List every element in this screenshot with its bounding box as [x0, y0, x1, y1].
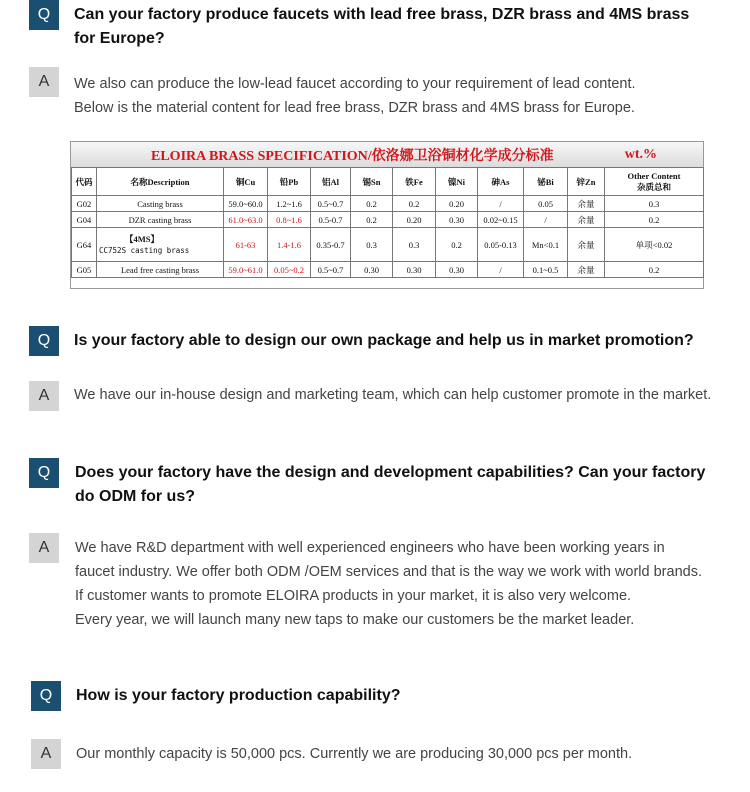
spec-title: ELOIRA BRASS SPECIFICATION/依洛娜卫浴铜材化学成分标准	[151, 148, 554, 164]
answer-4	[76, 742, 716, 766]
spec-cell: 0.30	[436, 262, 478, 278]
spec-header-cell: 铁Fe	[393, 168, 436, 196]
answer-1-line-2: Below is the material content for lead free brass, DZR brass and 4MS brass for Europe.	[74, 100, 635, 116]
spec-cell: 0.30	[436, 212, 478, 228]
question-badge: Q	[31, 681, 61, 711]
spec-header-other-cn: 杂质总和	[636, 181, 671, 192]
spec-cell: /	[478, 196, 524, 212]
spec-header-cell: 砷As	[478, 168, 524, 196]
spec-row	[72, 212, 704, 228]
spec-desc-cc752s: CC752S casting brass	[99, 245, 190, 255]
brass-spec-table	[70, 141, 704, 289]
spec-cell: 0.5~0.7	[311, 262, 351, 278]
spec-header-cell: 铝Al	[311, 168, 351, 196]
spec-header-cell: 名称Description	[97, 168, 224, 196]
answer-2-line-1: We have our in-house design and marketing team, which can help customer promote in the market.	[74, 387, 712, 403]
answer-badge: A	[29, 381, 59, 411]
spec-cell: 0.8~1.6	[268, 212, 311, 228]
spec-cell: 0.5-0.7	[311, 212, 351, 228]
spec-cell: 0.2	[605, 212, 704, 228]
spec-header-cell: 铜Cu	[224, 168, 268, 196]
spec-cell: Casting brass	[97, 196, 224, 212]
spec-row	[72, 262, 704, 278]
spec-cell: 0.3	[393, 228, 436, 262]
spec-cell: 0.35-0.7	[311, 228, 351, 262]
spec-cell: 0.05-0.13	[478, 228, 524, 262]
spec-cell: 0.2	[393, 196, 436, 212]
answer-1-line-1: We also can produce the low-lead faucet according to your requirement of lead content.	[74, 76, 636, 92]
spec-cell: 0.20	[436, 196, 478, 212]
spec-title-bar	[71, 142, 703, 167]
spec-cell: 0.30	[393, 262, 436, 278]
question-1: Can your factory produce faucets with lead free brass, DZR brass and 4MS brass for Europe?	[74, 6, 690, 47]
spec-cell: 单项<0.02	[605, 228, 704, 262]
spec-cell: 0.3	[605, 196, 704, 212]
question-badge: Q	[29, 458, 59, 488]
spec-cell: Mn<0.1	[524, 228, 568, 262]
spec-cell: /	[478, 262, 524, 278]
spec-cell: 61-63	[224, 228, 268, 262]
spec-header-other-en: Other Content	[627, 170, 681, 181]
spec-cell: G02	[72, 196, 97, 212]
question-badge: Q	[29, 326, 59, 356]
spec-cell: DZR casting brass	[97, 212, 224, 228]
spec-cell: 1.2~1.6	[268, 196, 311, 212]
spec-cell: G64	[72, 228, 97, 262]
spec-header-cell: 代码	[72, 168, 97, 196]
answer-badge: A	[29, 533, 59, 563]
spec-cell: G04	[72, 212, 97, 228]
spec-cell: 0.02~0.15	[478, 212, 524, 228]
spec-cell: /	[524, 212, 568, 228]
spec-cell: 59.0~60.0	[224, 196, 268, 212]
spec-cell: 59.0~61.0	[224, 262, 268, 278]
spec-desc-4ms: 【4MS】	[125, 233, 160, 244]
spec-cell: Lead free casting brass	[97, 262, 224, 278]
spec-cell: 0.5~0.7	[311, 196, 351, 212]
answer-4-line-1: Our monthly capacity is 50,000 pcs. Currently we are producing 30,000 pcs per month.	[76, 746, 633, 762]
answer-badge: A	[31, 739, 61, 769]
spec-cell: 0.1~0.5	[524, 262, 568, 278]
answer-2	[74, 383, 714, 407]
spec-cell: 0.2	[436, 228, 478, 262]
spec-cell: 0.3	[351, 228, 393, 262]
spec-cell: 余量	[568, 262, 605, 278]
question-4: How is your factory production capability?	[76, 687, 401, 704]
spec-cell: 0.20	[393, 212, 436, 228]
spec-cell: 0.2	[351, 196, 393, 212]
spec-cell	[97, 228, 224, 262]
spec-row	[72, 228, 704, 262]
spec-header-cell: 铅Pb	[268, 168, 311, 196]
spec-header-cell: 锌Zn	[568, 168, 605, 196]
spec-cell: 余量	[568, 212, 605, 228]
spec-unit: wt.%	[624, 146, 657, 162]
spec-cell: 61.0~63.0	[224, 212, 268, 228]
answer-1	[74, 72, 714, 120]
spec-cell: G05	[72, 262, 97, 278]
answer-3-line-1: We have R&D department with well experienced engineers who have been working years in faucet industry. We offer both ODM /OEM services and that is the way we work with world brands. If customer wants to promote ELOIRA products in your market, it is also very welcome.	[75, 540, 702, 604]
spec-header-cell: 铋Bi	[524, 168, 568, 196]
spec-row	[72, 196, 704, 212]
question-3: Does your factory have the design and development capabilities? Can your factory do ODM for us?	[75, 464, 706, 505]
spec-grid	[71, 167, 704, 278]
spec-cell: 余量	[568, 228, 605, 262]
spec-header-cell: 锡Sn	[351, 168, 393, 196]
spec-cell: 1.4-1.6	[268, 228, 311, 262]
spec-cell: 0.2	[605, 262, 704, 278]
spec-header-cell	[605, 168, 704, 196]
spec-cell: 0.2	[351, 212, 393, 228]
spec-cell: 0.05~0.2	[268, 262, 311, 278]
answer-3	[75, 536, 705, 632]
spec-cell: 0.30	[351, 262, 393, 278]
spec-header-row	[72, 168, 704, 196]
answer-3-line-2: Every year, we will launch many new taps to make our customers be the market leader.	[75, 612, 635, 628]
question-badge: Q	[29, 0, 59, 30]
spec-cell: 余量	[568, 196, 605, 212]
spec-header-cell: 镍Ni	[436, 168, 478, 196]
question-2: Is your factory able to design our own package and help us in market promotion?	[74, 332, 694, 349]
spec-cell: 0.05	[524, 196, 568, 212]
answer-badge: A	[29, 67, 59, 97]
